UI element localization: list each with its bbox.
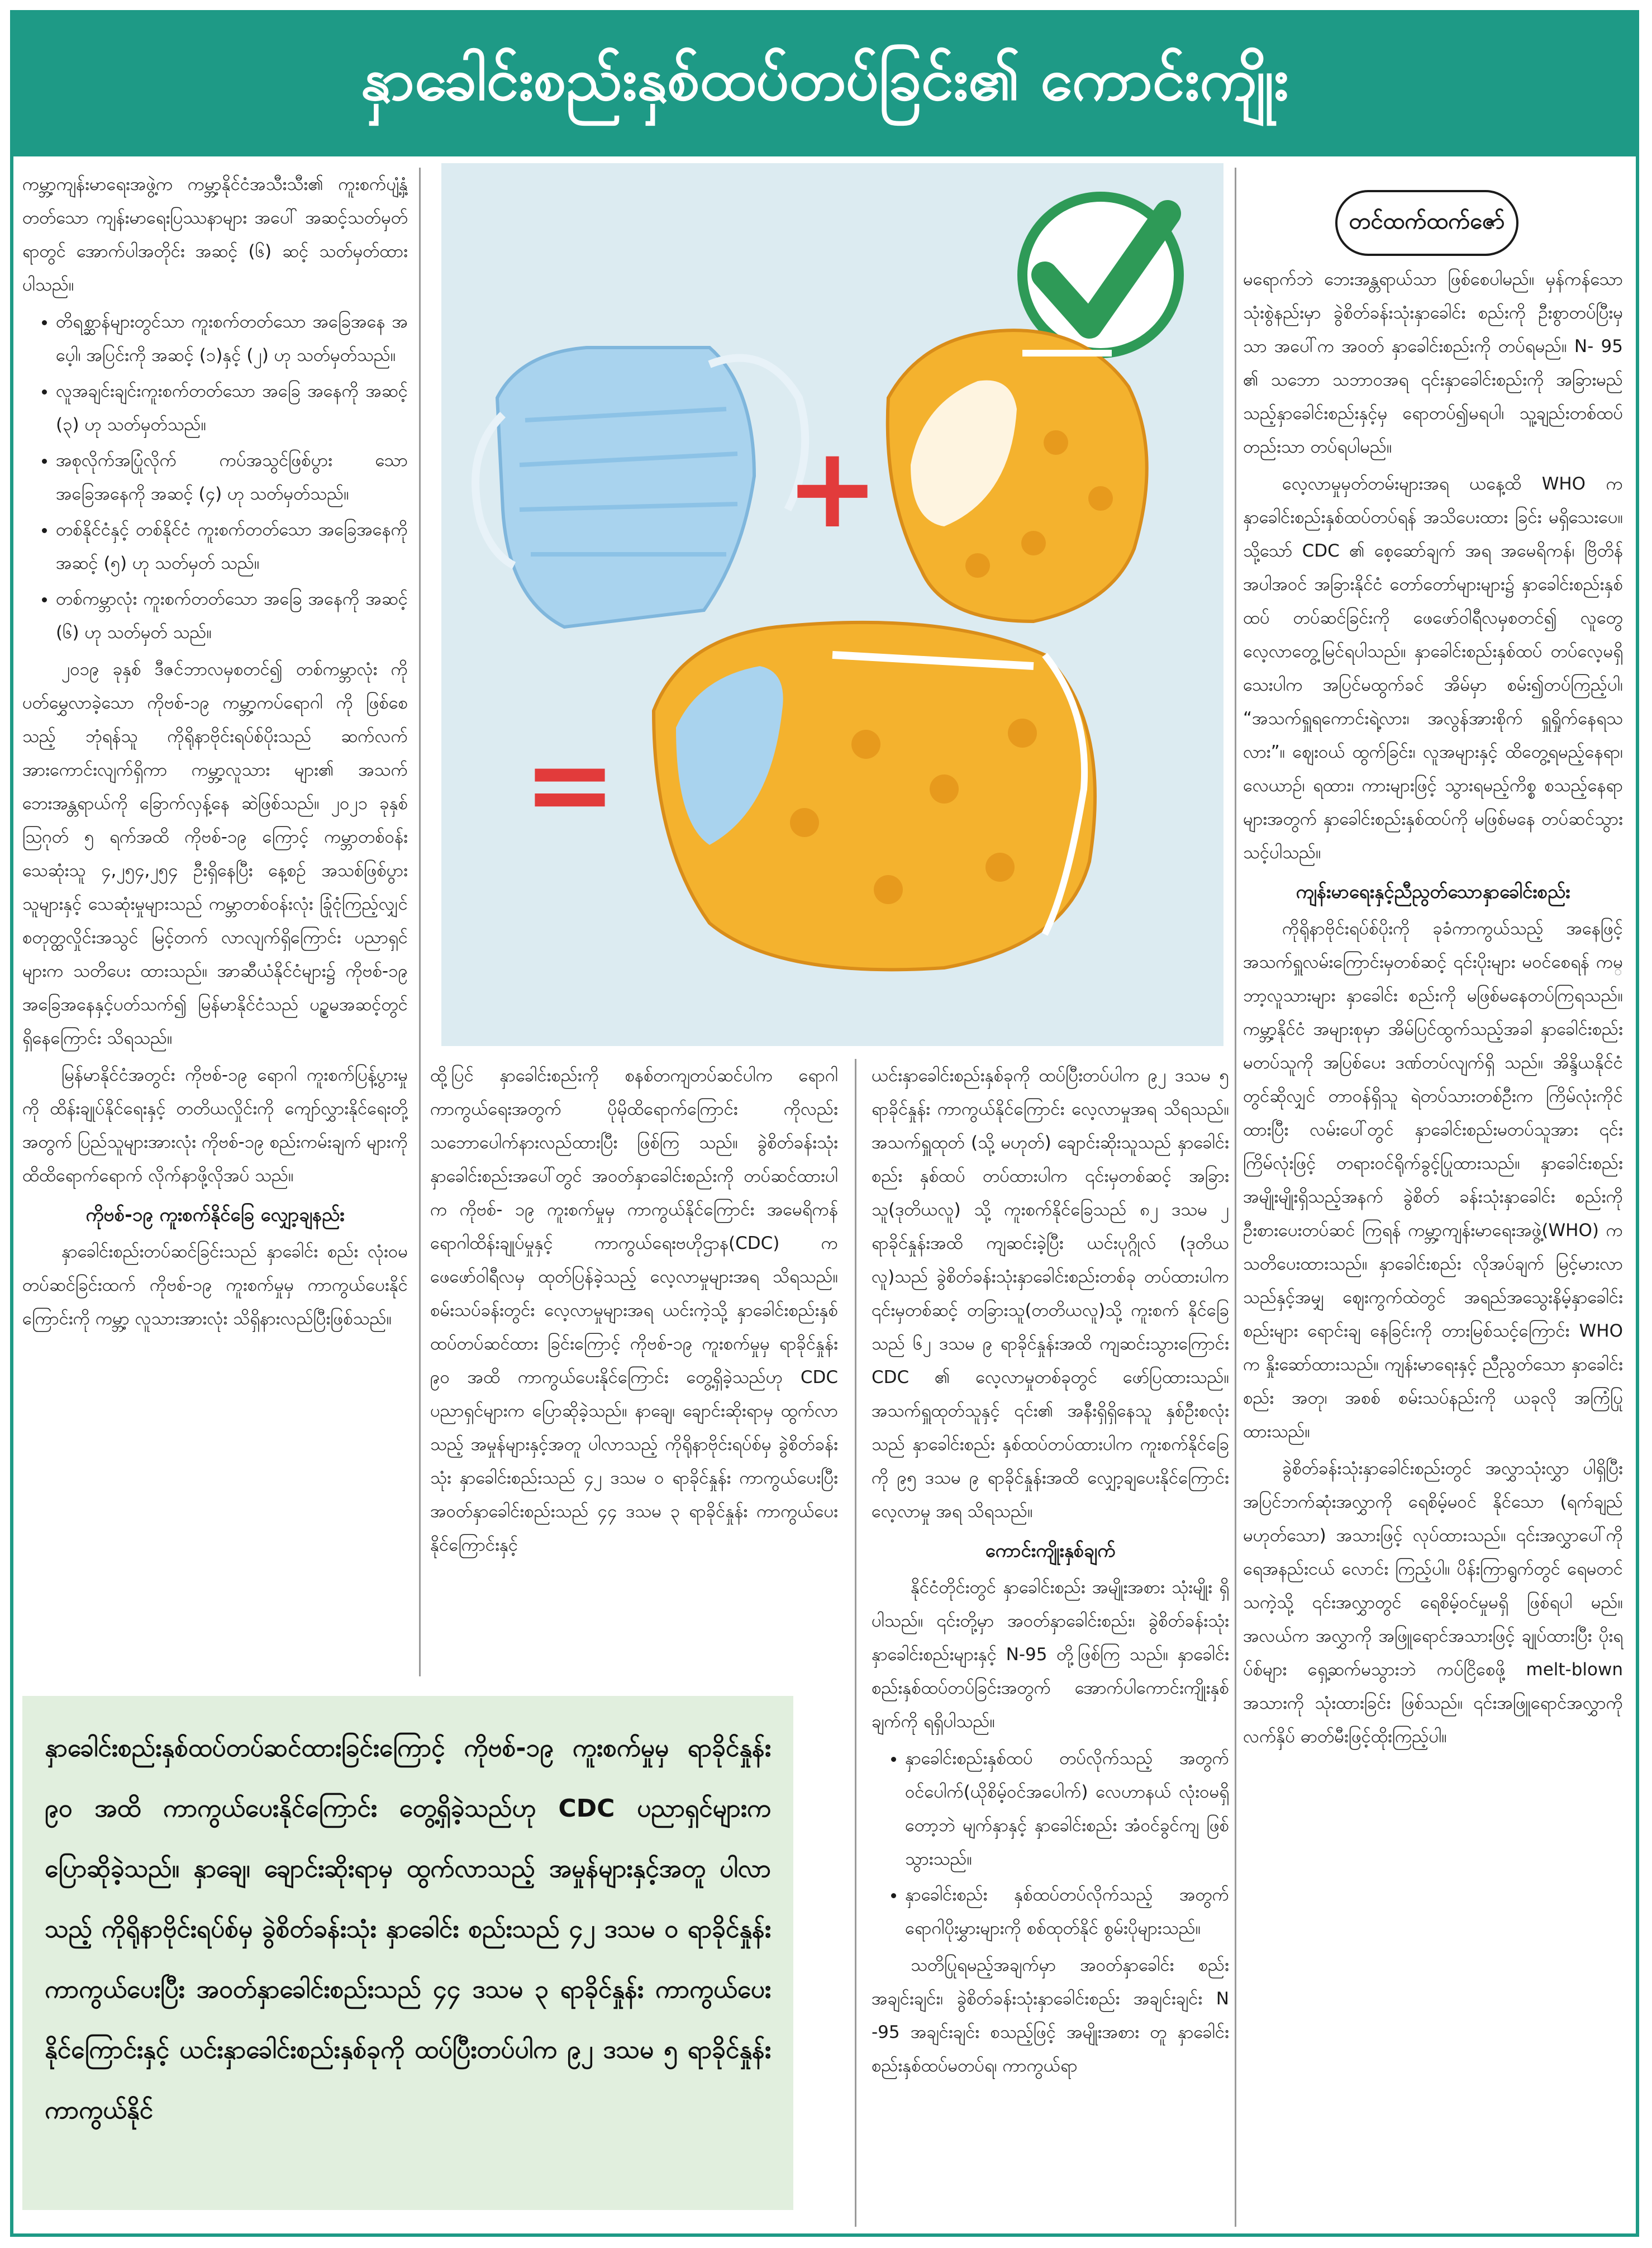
- check-icon: [1022, 197, 1179, 353]
- plus-sign: +: [785, 423, 879, 553]
- list-item: • တစ်နိုင်ငံနှင့် တစ်နိုင်ငံ ကူးစက်တတ်သော အခြေအနေကို အဆင့် (၅) ဟု သတ်မှတ် သည်။: [56, 513, 408, 580]
- double-mask-icon: [654, 622, 1095, 970]
- subheading: ကျန်းမာရေးနှင့်ညီညွတ်သောနှာခေါင်းစည်း: [1296, 881, 1570, 902]
- paragraph: ခွဲစိတ်ခန်းသုံးနှာခေါင်းစည်းတွင် အလွှာသုံးလွှာ ပါရှိပြီး အပြင်ဘက်ဆုံးအလွှာကို ရေစိမ့်မဝင် နိုင်သော (ရက်ချည်မဟုတ်သော) အသားဖြင့် လုပ်ထားသည်။ ၎င်းအလွှာပေါ်ကို ရေအနည်းငယ် လောင်း ကြည့်ပါ။ ပိန်းကြာရွက်တွင် ရေမတင် သကဲ့သို့ ၎င်းအလွှာတွင် ရေစိမ့်ဝင်မှုမရှိ ဖြစ်ရပါ မည်။ အလယ်က အလွှာကို အဖြူရောင်အသားဖြင့် ချုပ်ထားပြီး ပိုးရပ်စ်များ ရှေ့ဆက်မသွားဘဲ ကပ်ငြိစေဖို့ melt-blown အသားကို သုံးထားခြင်း ဖြစ်သည်။ ၎င်းအဖြူရောင်အလွှာကို လက်နှိပ် ဓာတ်မီးဖြင့်ထိုးကြည့်ပါ။: [1243, 1458, 1623, 1747]
- list-item: • တိရစ္ဆာန်များတွင်သာ ကူးစက်တတ်သော အခြေအနေ အပေ့ါ၊ အပြင်းကို အဆင့် (၁)နှင့် (၂) ဟု သတ်မှတ်သည်။: [56, 305, 408, 372]
- column-divider: [1235, 168, 1236, 2227]
- paragraph: နိုင်ငံတိုင်းတွင် နှာခေါင်းစည်း အမျိုးအစား သုံးမျိုး ရှိပါသည်။ ၎င်းတို့မှာ အဝတ်နှာခေါင်းစည်း၊ ခွဲစိတ်ခန်းသုံး နှာခေါင်းစည်းများနှင့် N-95 တို့ဖြစ်ကြ သည်။ နှာခေါင်းစည်းနှစ်ထပ်တပ်ခြင်းအတွက် အောက်ပါကောင်းကျိုးနှစ်ချက်ကို ရရှိပါသည်။: [872, 1577, 1229, 1732]
- surgical-mask-icon: [475, 348, 805, 627]
- list-item: • နှာခေါင်းစည်း နှစ်ထပ်တပ်လိုက်သည့် အတွက် ရောဂါပိုးမွှားများကို စစ်ထုတ်နိုင် စွမ်းပိုများသည်။: [905, 1878, 1229, 1945]
- pull-quote: နှာခေါင်းစည်းနှစ်ထပ်တပ်ဆင်ထားခြင်းကြောင့် ကိုဗစ်-၁၉ ကူးစက်မှုမှ ရာခိုင်နှုန်း ၉၀ အထိ ကာကွယ်ပေးနိုင်ကြောင်း တွေ့ရှိခဲ့သည်ဟု CDC ပညာရှင်များက ပြောဆိုခဲ့သည်။ နှာချေ၊ ချောင်းဆိုးရာမှ ထွက်လာသည့် အမှုန်များနှင့်အတူ ပါလာသည့် ကိုရိုနာဗိုင်းရပ်စ်မှ ခွဲစိတ်ခန်းသုံး နှာခေါင်း စည်းသည် ၄၂ ဒသမ ၀ ရာခိုင်နှုန်း ကာကွယ်ပေးပြီး အဝတ်နှာခေါင်းစည်းသည် ၄၄ ဒသမ ၃ ရာခိုင်နှုန်း ကာကွယ်ပေးနိုင်ကြောင်းနှင့် ယင်းနှာခေါင်းစည်းနှစ်ခုကို ထပ်ပြီးတပ်ပါက ၉၂ ဒသမ ၅ ရာခိုင်နှုန်း ကာကွယ်နိုင်: [22, 1696, 793, 2210]
- column-divider: [855, 1059, 856, 2227]
- bullet-list: [872, 1742, 1229, 1945]
- byline-badge: တင်ထက်ထက်ဇော်: [1335, 190, 1518, 256]
- paragraph: လေ့လာမှုမှတ်တမ်းများအရ ယနေ့ထိ WHO က နှာခေါင်းစည်းနှစ်ထပ်တပ်ရန် အသိပေးထား ခြင်း မရှိသေးပေ။ သို့သော် CDC ၏ စေ့ဆော်ချက် အရ အမေရိကန်၊ ဗြိတိန်အပါအဝင် အခြားနိုင်ငံ တော်တော်များများ၌ နှာခေါင်းစည်းနှစ်ထပ် တပ်ဆင်ခြင်းကို ဖေဖော်ဝါရီလမှစတင်၍ လူတွေ လေ့လာတွေ့မြင်ရပါသည်။ နှာခေါင်းစည်းနှစ်ထပ် တပ်လေ့မရှိသေးပါက အပြင်မထွက်ခင် အိမ်မှာ စမ်း၍တပ်ကြည့်ပါ၊ “အသက်ရှူရကောင်းရဲ့လား၊ အလွန်အားစိုက် ရှူရှိုက်နေရသလား”။ ဈေးဝယ် ထွက်ခြင်း၊ လူအများနှင့် ထိတွေ့ရမည့်နေရာ၊ လေယာဉ်၊ ရထား၊ ကားများဖြင့် သွားရမည့်ကိစ္စ စသည့်နေရာများအတွက် နှာခေါင်းစည်းနှစ်ထပ်ကို မဖြစ်မနေ တပ်ဆင်သွားသင့်ပါသည်။: [1243, 474, 1623, 863]
- bullet-list: [22, 305, 408, 649]
- equals-sign: =: [523, 719, 617, 849]
- list-item: • တစ်ကမ္ဘာလုံး ကူးစက်တတ်သော အခြေ အနေကို အဆင့် (၆) ဟု သတ်မှတ် သည်။: [56, 582, 408, 649]
- paragraph: ၂၀၁၉ ခုနှစ် ဒီဇင်ဘာလမှစတင်၍ တစ်ကမ္ဘာလုံး ကို ပတ်မွှေလာခဲ့သော ကိုဗစ်-၁၉ ကမ္ဘာ့ကပ်ရောဂါ ကို ဖြစ်စေသည့် ဘုံရန်သူ ကိုရိုနာဗိုင်းရပ်စ်ပိုးသည် ဆက်လက်အားကောင်းလျက်ရှိကာ ကမ္ဘာ့လူသား များ၏ အသက်ဘေးအန္တရာယ်ကို ခြောက်လှန့်နေ ဆဲဖြစ်သည်။ ၂၀၂၁ ခုနှစ် ဩဂုတ် ၅ ရက်အထိ ကိုဗစ်-၁၉ ကြောင့် ကမ္ဘာတစ်ဝန်း သေဆုံးသူ ၄,၂၅၄,၂၅၄ ဦးရှိနေပြီး နေ့စဉ် အသစ်ဖြစ်ပွား သူများနှင့် သေဆုံးမှုများသည် ကမ္ဘာတစ်ဝန်းလုံး ခြုံငုံကြည့်လျှင် စတုတ္ထလှိုင်းအသွင် မြင့်တက် လာလျက်ရှိကြောင်း ပညာရှင်များက သတိပေး ထားသည်။ အာဆီယံနိုင်ငံများ၌ ကိုဗစ်-၁၉ အခြေအနေနှင့်ပတ်သက်၍ မြန်မာနိုင်ငံသည် ပဉ္စမအဆင့်တွင် ရှိနေကြောင်း သိရသည်။: [22, 659, 408, 1048]
- column-divider: [419, 168, 421, 1676]
- paragraph: ကမ္ဘာ့ကျန်းမာရေးအဖွဲ့က ကမ္ဘာ့နိုင်ငံအသီးသီး၏ ကူးစက်ပျံ့နှံ့တတ်သော ကျန်းမာရေးပြဿနာများ အပေါ် အဆင့်သတ်မှတ်ရာတွင် အောက်ပါအတိုင်း အဆင့် (၆) ဆင့် သတ်မှတ်ထားပါသည်။: [22, 174, 408, 295]
- column-2: [430, 1059, 838, 1565]
- column-4: [1243, 263, 1623, 1757]
- paragraph: နှာခေါင်းစည်းတပ်ဆင်ခြင်းသည် နှာခေါင်း စည်း လုံးဝမတပ်ဆင်ခြင်းထက် ကိုဗစ်-၁၉ ကူးစက်မှုမှ ကာကွယ်ပေးနိုင်ကြောင်းကို ကမ္ဘာ့ လူသားအားလုံး သိရှိနားလည်ပြီးဖြစ်သည်။: [22, 1242, 408, 1329]
- paragraph: ယင်းနှာခေါင်းစည်းနှစ်ခုကို ထပ်ပြီးတပ်ပါက ၉၂ ဒသမ ၅ ရာခိုင်နှုန်း ကာကွယ်နိုင်ကြောင်း လေ့လာမှုအရ သိရသည်။ အသက်ရှူထုတ် (သို့ မဟုတ်) ချောင်းဆိုးသူသည် နှာခေါင်းစည်း နှစ်ထပ် တပ်ထားပါက ၎င်းမှတစ်ဆင့် အခြားသူ(ဒုတိယလူ) သို့ ကူးစက်နိုင်ခြေသည် ၈၂ ဒသမ ၂ ရာခိုင်နှုန်းအထိ ကျဆင်းခဲ့ပြီး ယင်းပုဂ္ဂိုလ် (ဒုတိယလူ)သည် ခွဲစိတ်ခန်းသုံးနှာခေါင်းစည်းတစ်ခု တပ်ထားပါက ၎င်းမှတစ်ဆင့် တခြားသူ(တတိယလူ)သို့ ကူးစက် နိုင်ခြေသည် ၆၂ ဒသမ ၉ ရာခိုင်နှုန်းအထိ ကျဆင်းသွားကြောင်း CDC ၏ လေ့လာမှုတစ်ခုတွင် ဖော်ပြထားသည်။ အသက်ရှူထုတ်သူနှင့် ၎င်း၏ အနီးရှိရှိနေသူ နှစ်ဦးစလုံးသည် နှာခေါင်းစည်း နှစ်ထပ်တပ်ထားပါက ကူးစက်နိုင်ခြေကို ၉၅ ဒသမ ၉ ရာခိုင်နှုန်းအထိ လျှော့ချပေးနိုင်ကြောင်း လေ့လာမှု အရ သိရသည်။: [872, 1066, 1229, 1522]
- mask-illustration: [441, 163, 1223, 1046]
- cloth-mask-icon: [888, 330, 1147, 621]
- paragraph: သတိပြုရမည့်အချက်မှာ အဝတ်နှာခေါင်း စည်းအချင်းချင်း၊ ခွဲစိတ်ခန်းသုံးနှာခေါင်းစည်း အချင်းချင်း N -95 အချင်းချင်း စသည့်ဖြင့် အမျိုးအစား တူ နှာခေါင်းစည်းနှစ်ထပ်မတပ်ရ၊ ကာကွယ်ရာ: [872, 1955, 1229, 2076]
- paragraph: မရောက်ဘဲ ဘေးအန္တရာယ်သာ ဖြစ်စေပါမည်။ မှန်ကန်သော သုံးစွဲနည်းမှာ ခွဲစိတ်ခန်းသုံးနှာခေါင်း စည်းကို ဦးစွာတပ်ပြီးမှသာ အပေါ်က အဝတ် နှာခေါင်းစည်းကို တပ်ရမည်။ N- 95 ၏ သဘော သဘာဝအရ ၎င်းနှာခေါင်းစည်းကို အခြားမည် သည့်နှာခေါင်းစည်းနှင့်မှ ရောတပ်၍မရပါ၊ သူ့ချည်းတစ်ထပ်တည်းသာ တပ်ရပါမည်။: [1243, 269, 1623, 457]
- column-3: [872, 1059, 1229, 2086]
- list-item: • လူအချင်းချင်းကူးစက်တတ်သော အခြေ အနေကို အဆင့် (၃) ဟု သတ်မှတ်သည်။: [56, 374, 408, 441]
- mask-illustration-svg: [441, 163, 1223, 1046]
- paragraph: ကိုရိုနာဗိုင်းရပ်စ်ပိုးကို ခုခံကာကွယ်သည့် အနေဖြင့် အသက်ရှူလမ်းကြောင်းမှတစ်ဆင့် ၎င်းပိုးများ မဝင်စေရန် ကမ္ဘာ့လူသားများ နှာခေါင်း စည်းကို မဖြစ်မနေတပ်ကြရသည်။ ကမ္ဘာ့နိုင်ငံ အများစုမှာ အိမ်ပြင်ထွက်သည့်အခါ နှာခေါင်းစည်း မတပ်သူကို အပြစ်ပေး ဒဏ်တပ်လျက်ရှိ သည်။ အိန္ဒိယနိုင်ငံတွင်ဆိုလျှင် တာဝန်ရှိသူ ရဲတပ်သားတစ်ဦးက ကြိမ်လုံးကိုင်ထားပြီး လမ်းပေါ်တွင် နှာခေါင်းစည်းမတပ်သူအား ၎င်းကြိမ်လုံးဖြင့် တရားဝင်ရိုက်ခွင့်ပြုထားသည်။ နှာခေါင်းစည်း အမျိုးမျိုးရှိသည့်အနက် ခွဲစိတ် ခန်းသုံးနှာခေါင်း စည်းကို ဦးစားပေးတပ်ဆင် ကြရန် ကမ္ဘာ့ကျန်းမာရေးအဖွဲ့(WHO) က သတိပေးထားသည်။ နှာခေါင်းစည်း လိုအပ်ချက် မြင့်မားလာသည်နှင့်အမျှ ဈေးကွက်ထဲတွင် အရည်အသွေးနိမ့်နှာခေါင်းစည်းများ ရောင်းချ နေခြင်းကို တားမြစ်သင့်ကြောင်း WHO က နှိုးဆော်ထားသည်။ ကျန်းမာရေးနှင့် ညီညွတ်သော နှာခေါင်းစည်း အတု၊ အစစ် စမ်းသပ်နည်းကို ယခုလို အကြံပြုထားသည်။: [1243, 919, 1623, 1442]
- list-item: • နှာခေါင်းစည်းနှစ်ထပ် တပ်လိုက်သည့် အတွက် ဝင်ပေါက်(ယိုစိမ့်ဝင်အပေါက်) လေဟာနယ် လုံးဝမရှိတော့ဘဲ မျက်နှာနှင့် နှာခေါင်းစည်း အံဝင်ခွင်ကျ ဖြစ်သွားသည်။: [905, 1742, 1229, 1876]
- paragraph: မြန်မာနိုင်ငံအတွင်း ကိုဗစ်-၁၉ ရောဂါ ကူးစက်ပြန့်ပွားမှုကို ထိန်းချုပ်နိုင်ရေးနှင့် တတိယလှိုင်းကို ကျော်လွှားနိုင်ရေးတို့အတွက် ပြည်သူများအားလုံး ကိုဗစ်-၁၉ စည်းကမ်းချက် များကို ထိထိရောက်ရောက် လိုက်နာဖို့လိုအပ် သည်။: [22, 1065, 408, 1186]
- subheading: ကိုဗစ်-၁၉ ကူးစက်နိုင်ခြေ လျှော့ချနည်း: [85, 1204, 345, 1225]
- column-1: [22, 168, 408, 1339]
- title-banner: [13, 13, 1636, 156]
- page-title: နှာခေါင်းစည်းနှစ်ထပ်တပ်ခြင်း၏ ကောင်းကျိုး: [360, 45, 1289, 113]
- paragraph: ထို့ပြင် နှာခေါင်းစည်းကို စနစ်တကျတပ်ဆင်ပါက ရောဂါကာကွယ်ရေးအတွက် ပိုမိုထိရောက်ကြောင်း ကိုလည်း သဘောပေါက်နားလည်ထားပြီး ဖြစ်ကြ သည်။ ခွဲစိတ်ခန်းသုံးနှာခေါင်းစည်းအပေါ်တွင် အဝတ်နှာခေါင်းစည်းကို တပ်ဆင်ထားပါက ကိုဗစ်- ၁၉ ကူးစက်မှုမှ ကာကွယ်နိုင်ကြောင်း အမေရိကန် ရောဂါထိန်းချုပ်မှုနှင့် ကာကွယ်ရေးဗဟိုဌာန(CDC) က ဖေဖော်ဝါရီလမှ ထုတ်ပြန်ခဲ့သည့် လေ့လာမှုများအရ သိရသည်။ စမ်းသပ်ခန်းတွင်း လေ့လာမှုများအရ ယင်းကဲ့သို့ နှာခေါင်းစည်းနှစ်ထပ်တပ်ဆင်ထား ခြင်းကြောင့် ကိုဗစ်-၁၉ ကူးစက်မှုမှ ရာခိုင်နှုန်း ၉၀ အထိ ကာကွယ်ပေးနိုင်ကြောင်း တွေ့ရှိခဲ့သည်ဟု CDC ပညာရှင်များက ပြောဆိုခဲ့သည်။ နာချေ၊ ချောင်းဆိုးရာမှ ထွက်လာသည့် အမှုန်များနှင့်အတူ ပါလာသည့် ကိုရိုနာဗိုင်းရပ်စ်မှ ခွဲစိတ်ခန်းသုံး နှာခေါင်းစည်းသည် ၄၂ ဒသမ ၀ ရာခိုင်နှုန်း ကာကွယ်ပေးပြီး အဝတ်နှာခေါင်းစည်းသည် ၄၄ ဒသမ ၃ ရာခိုင်နှုန်း ကာကွယ်ပေးနိုင်ကြောင်းနှင့်: [430, 1066, 838, 1555]
- list-item: • အစုလိုက်အပြုံလိုက် ကပ်အသွင်ဖြစ်ပွား သော အခြေအနေကို အဆင့် (၄) ဟု သတ်မှတ်သည်။: [56, 444, 408, 511]
- subheading: ကောင်းကျိုးနှစ်ချက်: [985, 1539, 1116, 1561]
